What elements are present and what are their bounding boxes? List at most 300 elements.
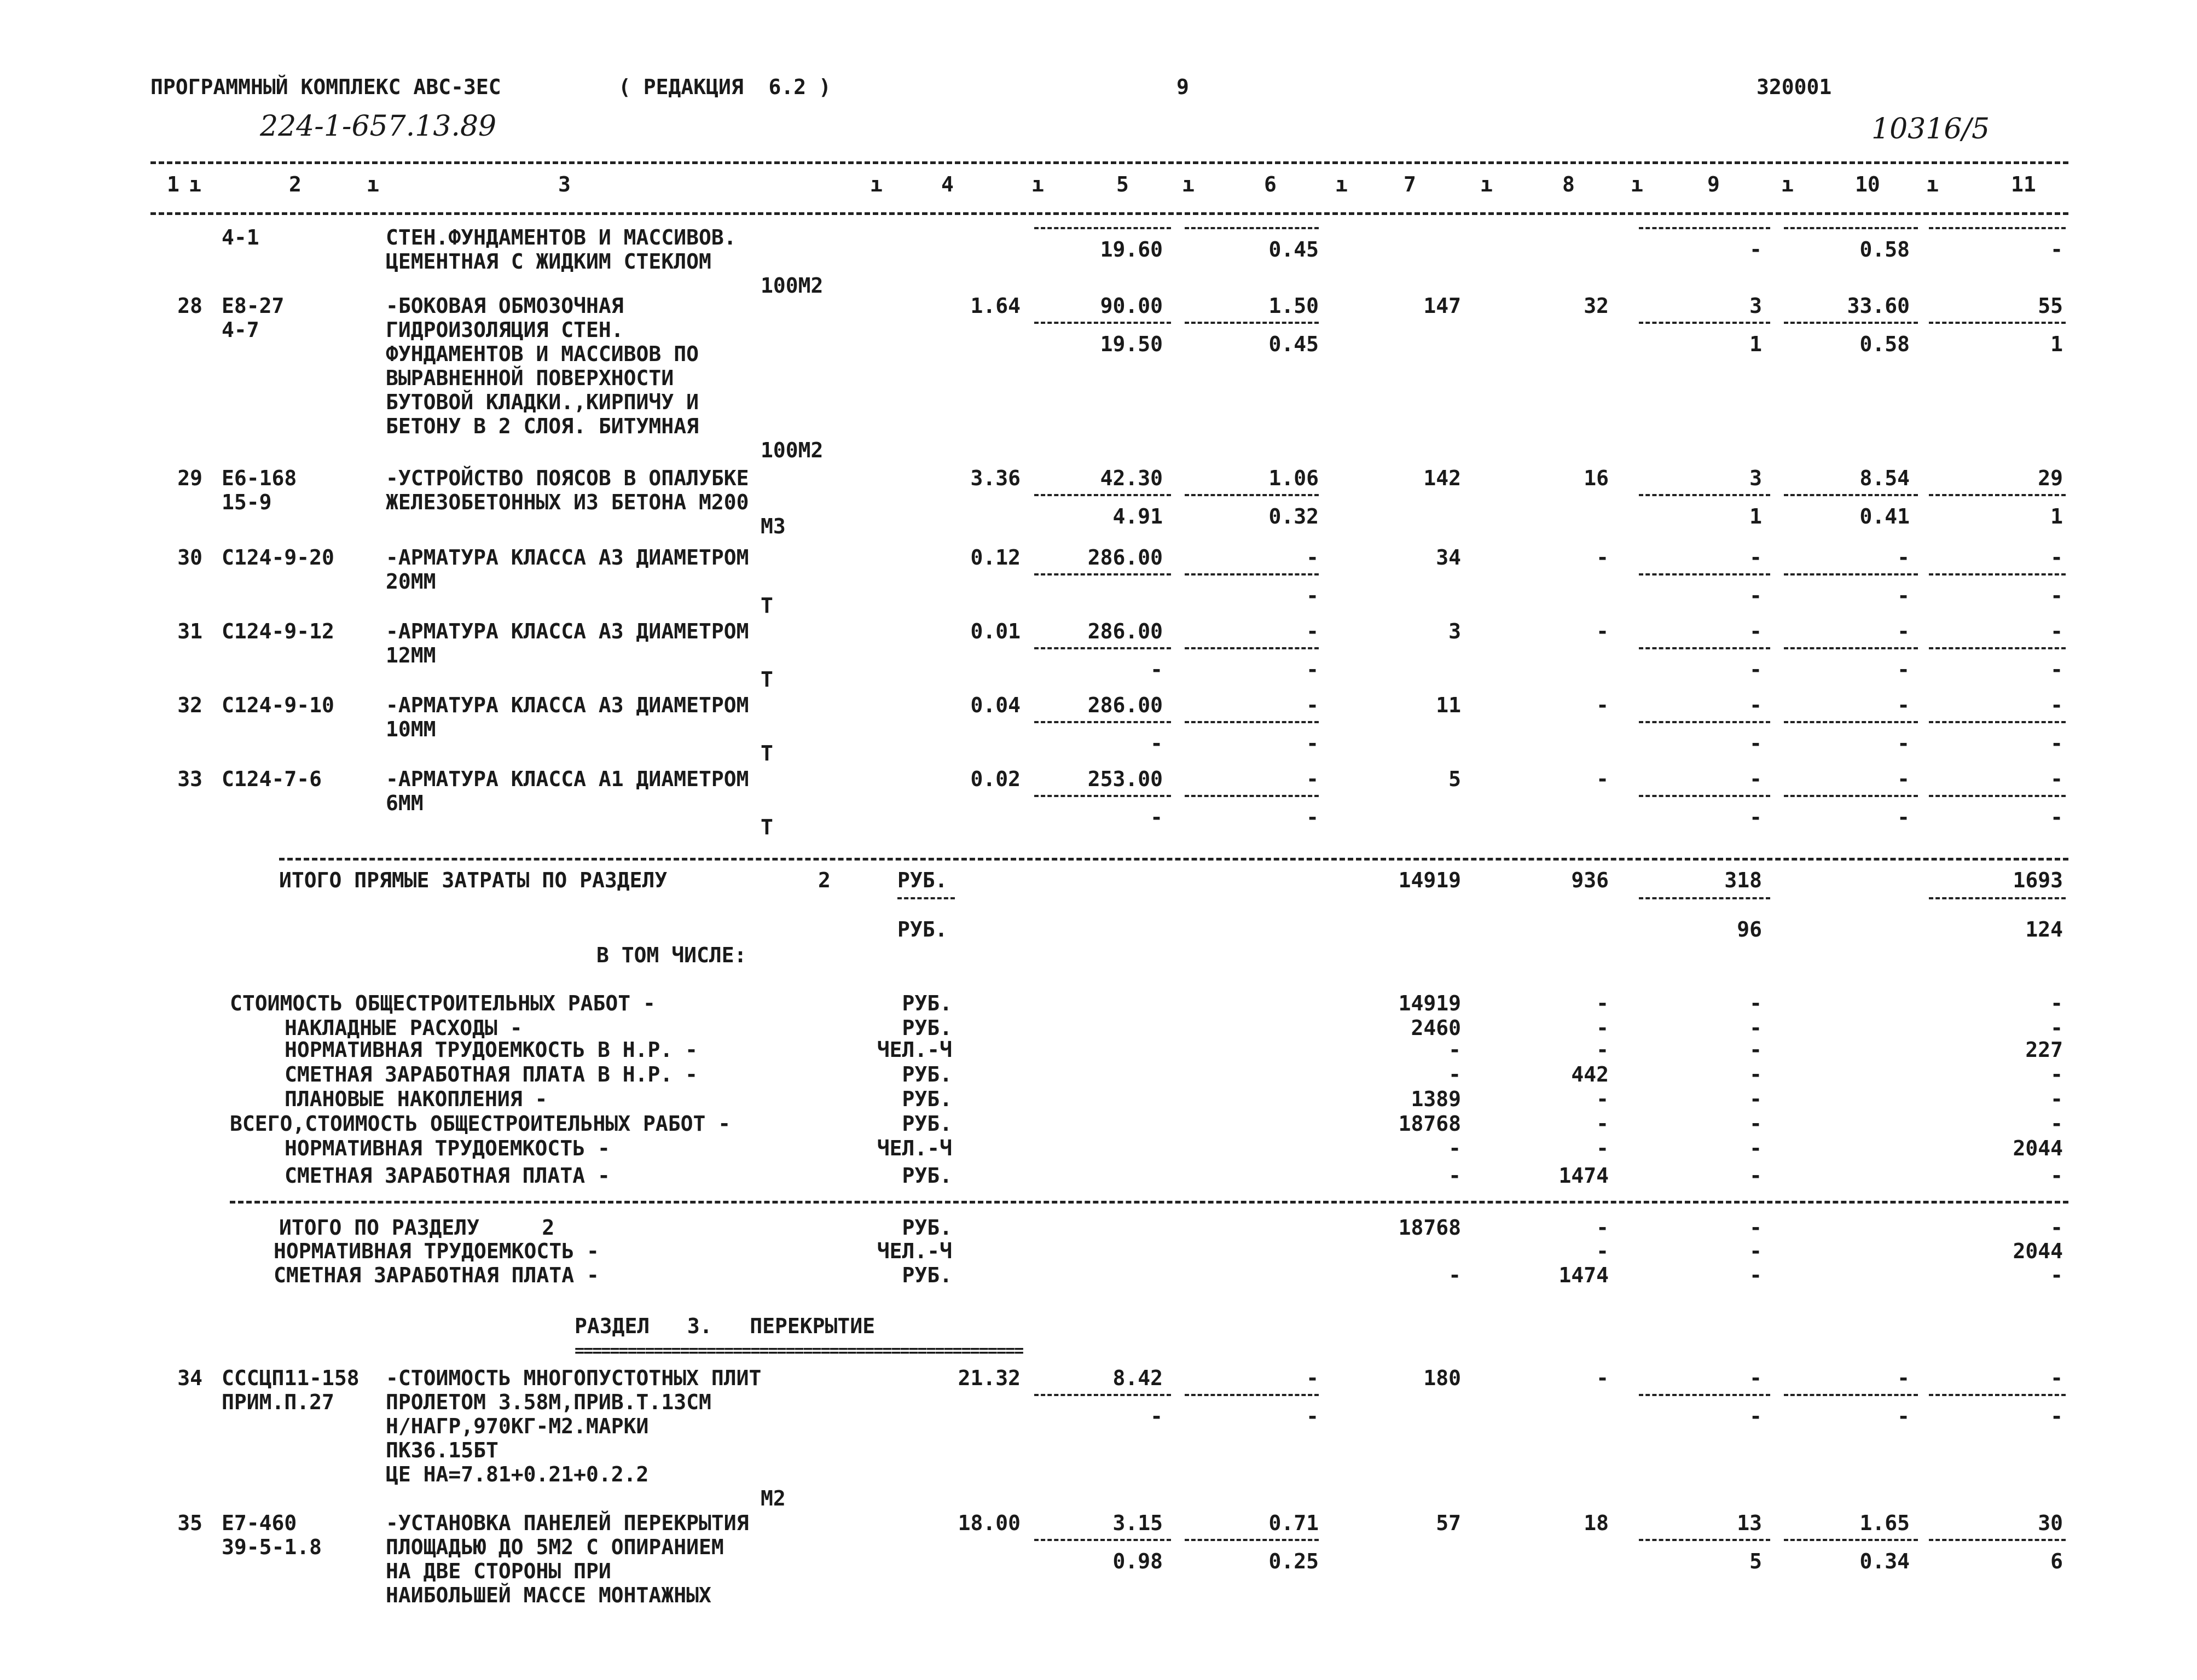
cell-divider-c9 [1639, 227, 1770, 229]
page-number: 9 [1176, 75, 1189, 99]
cell-divider-c11 [1929, 647, 2066, 649]
column-separator: ı [367, 172, 379, 196]
row-description: -УСТАНОВКА ПАНЕЛЕЙ ПЕРЕКРЫТИЯ [386, 1511, 749, 1535]
row-unit: Т [761, 741, 773, 765]
cell-divider-c11 [1929, 494, 2066, 496]
summary-c11: - [2050, 1164, 2063, 1188]
summary-c11: - [2050, 1062, 2063, 1086]
cell-divider-c10 [1784, 227, 1918, 229]
summary-c9: - [1749, 1136, 1762, 1160]
column-header-8: 8 [1562, 172, 1575, 196]
column-separator: ı [1335, 172, 1348, 196]
cell-c9: 13 [1737, 1511, 1762, 1535]
column-header-4: 4 [941, 172, 954, 196]
cell-c7: 3 [1448, 619, 1461, 643]
cell-c6: - [1306, 619, 1319, 643]
cell-c5: 42.30 [1100, 466, 1163, 490]
cell-divider-c9 [1639, 1394, 1770, 1396]
direct-costs-section: 2 [818, 868, 831, 892]
cell-c6-lower: - [1306, 731, 1319, 755]
cell-divider-c11 [1929, 573, 2066, 575]
row-description: ГИДРОИЗОЛЯЦИЯ СТЕН. [386, 318, 624, 342]
cell-divider-c5 [1034, 1539, 1171, 1541]
cell-divider-c11 [1929, 1539, 2066, 1541]
cell-c11: 29 [2038, 466, 2063, 490]
cell-c4: 0.01 [970, 619, 1021, 643]
cell-divider-c10 [1784, 1394, 1918, 1396]
cell-divider-c11 [1929, 795, 2066, 797]
cell-c9-lower: - [1749, 584, 1762, 608]
cell-divider-c6 [1185, 1539, 1319, 1541]
column-header-6: 6 [1264, 172, 1277, 196]
cell-c9-lower: 1 [1749, 504, 1762, 528]
section-total-c9: - [1749, 1263, 1762, 1287]
section-total-c11: - [2050, 1216, 2063, 1240]
handwritten-sheet-number: 10316/5 [1871, 113, 1990, 146]
row-code: 39-5-1.8 [222, 1535, 322, 1559]
summary-c9: - [1749, 1062, 1762, 1086]
column-separator: ı [1926, 172, 1939, 196]
cell-c5-lower: - [1150, 731, 1163, 755]
cell-divider-c6 [1185, 647, 1319, 649]
row-description: ЖЕЛЕЗОБЕТОННЫХ ИЗ БЕТОНА М200 [386, 490, 749, 514]
column-header-5: 5 [1116, 172, 1129, 196]
row-code: С124-9-20 [222, 545, 334, 569]
cell-c10: - [1897, 767, 1910, 791]
summary-c9: - [1749, 1087, 1762, 1111]
summary-c9: - [1749, 1164, 1762, 1188]
cell-c6-lower: - [1306, 658, 1319, 682]
handwritten-project-number: 224-1-657.13.89 [260, 110, 497, 143]
section-total-unit: РУБ. [902, 1216, 952, 1240]
row-number: 28 [177, 294, 202, 318]
direct-costs-unit: РУБ. [897, 868, 948, 892]
cell-c7: 11 [1436, 693, 1461, 717]
row-code: 4-1 [222, 225, 259, 249]
cell-c11: 30 [2038, 1511, 2063, 1535]
cell-divider-c10 [1784, 721, 1918, 723]
summary-label: ПЛАНОВЫЕ НАКОПЛЕНИЯ - [285, 1087, 548, 1111]
summary-c9: - [1749, 991, 1762, 1015]
row-number: 34 [177, 1366, 202, 1390]
cell-c7: 142 [1423, 466, 1461, 490]
header-rule-bottom [150, 212, 2068, 215]
summary-c11: - [2050, 1087, 2063, 1111]
cell-c4: 0.12 [970, 545, 1021, 569]
row-description: ПРОЛЕТОМ 3.58М,ПРИВ.Т.13СМ [386, 1390, 711, 1414]
cell-c9-lower: - [1749, 1404, 1762, 1428]
column-separator: ı [1480, 172, 1493, 196]
program-name: ПРОГРАММНЫЙ КОМПЛЕКС АВС-ЗЕС [150, 75, 501, 99]
cell-c5: 286.00 [1087, 545, 1163, 569]
cell-divider-c9 [1639, 647, 1770, 649]
cell-c11: - [2050, 1366, 2063, 1390]
row-unit: Т [761, 815, 773, 839]
cell-divider-c9 [1639, 573, 1770, 575]
row-description: ВЫРАВНЕННОЙ ПОВЕРХНОСТИ [386, 366, 674, 390]
cell-c8: - [1596, 1366, 1609, 1390]
cell-c5: 3.15 [1112, 1511, 1163, 1535]
summary-c8: - [1596, 1016, 1609, 1040]
cell-c6-lower: 0.45 [1268, 237, 1319, 261]
direct-c11-lower: 124 [2025, 917, 2063, 941]
cell-divider-c10 [1784, 322, 1918, 324]
cell-c5-lower: 19.60 [1100, 237, 1163, 261]
column-header-1: 1 [167, 172, 179, 196]
cell-c10-lower: - [1897, 731, 1910, 755]
summary-c11: - [2050, 1112, 2063, 1136]
summary-unit: РУБ. [902, 1164, 952, 1188]
section-total-c8: - [1596, 1216, 1609, 1240]
cell-divider-c5 [1034, 647, 1171, 649]
cell-c6-lower: 0.32 [1268, 504, 1319, 528]
summary-label: СМЕТНАЯ ЗАРАБОТНАЯ ПЛАТА - [285, 1164, 610, 1188]
direct-costs-unit-2: РУБ. [897, 917, 948, 941]
section-total-c7: - [1448, 1263, 1461, 1287]
row-description: ПЛОЩАДЬЮ ДО 5М2 С ОПИРАНИЕМ [386, 1535, 724, 1559]
summary-c7: 1389 [1411, 1087, 1461, 1111]
cell-c6-lower: - [1306, 805, 1319, 829]
cell-c11: - [2050, 767, 2063, 791]
row-code: Е6-168 [222, 466, 297, 490]
cell-c5-lower: - [1150, 805, 1163, 829]
cell-c5-lower: - [1150, 1404, 1163, 1428]
cell-c10-lower: 0.41 [1859, 504, 1910, 528]
row-description: НА ДВЕ СТОРОНЫ ПРИ [386, 1559, 611, 1583]
row-description: ЦЕ НА=7.81+0.21+0.2.2 [386, 1462, 649, 1486]
column-separator: ı [1781, 172, 1794, 196]
including-label: В ТОМ ЧИСЛЕ: [596, 943, 747, 967]
summary-c11: - [2050, 1016, 2063, 1040]
column-header-11: 11 [2011, 172, 2036, 196]
row-description: -БОКОВАЯ ОБМОЗОЧНАЯ [386, 294, 624, 318]
cell-c10-lower: - [1897, 584, 1910, 608]
row-unit: 100М2 [761, 274, 824, 298]
cell-c10: - [1897, 1366, 1910, 1390]
section-rule [279, 858, 2068, 861]
column-separator: ı [1031, 172, 1044, 196]
row-description: Н/НАГР,970КГ-М2.МАРКИ [386, 1414, 649, 1438]
cell-c11: - [2050, 693, 2063, 717]
column-separator: ı [870, 172, 883, 196]
cell-c4: 1.64 [970, 294, 1021, 318]
row-description: СТЕН.ФУНДАМЕНТОВ И МАССИВОВ. [386, 225, 737, 249]
section-total-c9: - [1749, 1216, 1762, 1240]
summary-c9: - [1749, 1112, 1762, 1136]
direct-costs-label: ИТОГО ПРЯМЫЕ ЗАТРАТЫ ПО РАЗДЕЛУ [279, 868, 668, 892]
cell-c8: 16 [1584, 466, 1609, 490]
cell-c6-lower: - [1306, 584, 1319, 608]
summary-c8: - [1596, 1136, 1609, 1160]
cell-divider-c10 [1784, 795, 1918, 797]
summary-c7: 14919 [1398, 991, 1461, 1015]
summary-c7: 2460 [1411, 1016, 1461, 1040]
direct-c9-lower: 96 [1737, 917, 1762, 941]
column-separator: ı [1631, 172, 1643, 196]
summary-unit: РУБ. [902, 1016, 952, 1040]
cell-divider-c10 [1784, 647, 1918, 649]
row-description: 10ММ [386, 717, 436, 741]
summary-c11: - [2050, 991, 2063, 1015]
cell-c10-lower: 0.34 [1859, 1549, 1910, 1573]
row-description: БУТОВОЙ КЛАДКИ.,КИРПИЧУ И [386, 390, 699, 414]
cell-divider-c6 [1185, 494, 1319, 496]
summary-c8: 1474 [1558, 1164, 1609, 1188]
section-3-title: РАЗДЕЛ 3. ПЕРЕКРЫТИЕ [575, 1314, 876, 1338]
section-total-unit: РУБ. [902, 1263, 952, 1287]
cell-c9: 3 [1749, 466, 1762, 490]
cell-c11-lower: - [2050, 1404, 2063, 1428]
section-total-label: НОРМАТИВНАЯ ТРУДОЕМКОСТЬ - [274, 1239, 599, 1263]
summary-unit: РУБ. [902, 991, 952, 1015]
summary-label: СМЕТНАЯ ЗАРАБОТНАЯ ПЛАТА В Н.Р. - [285, 1062, 698, 1086]
cell-divider-c11 [1929, 227, 2066, 229]
cell-c5: 286.00 [1087, 693, 1163, 717]
cell-c6-lower: - [1306, 1404, 1319, 1428]
cell-c10: - [1897, 545, 1910, 569]
summary-c8: - [1596, 991, 1609, 1015]
cell-c9-lower: - [1749, 658, 1762, 682]
cell-c9: - [1749, 767, 1762, 791]
summary-c7: - [1448, 1038, 1461, 1062]
summary-unit: РУБ. [902, 1112, 952, 1136]
cell-c7: 34 [1436, 545, 1461, 569]
cell-c10: - [1897, 693, 1910, 717]
cell-divider-c10 [1784, 573, 1918, 575]
cell-c11: - [2050, 545, 2063, 569]
section-total-c9: - [1749, 1239, 1762, 1263]
cell-c4: 0.04 [970, 693, 1021, 717]
summary-unit: РУБ. [902, 1062, 952, 1086]
cell-c10-lower: 0.58 [1859, 237, 1910, 261]
direct-divider-unit [897, 897, 955, 899]
row-description: 20ММ [386, 569, 436, 594]
direct-c7: 14919 [1398, 868, 1461, 892]
summary-unit: ЧЕЛ.-Ч [877, 1038, 952, 1062]
summary-label: НОРМАТИВНАЯ ТРУДОЕМКОСТЬ В Н.Р. - [285, 1038, 698, 1062]
cell-divider-c9 [1639, 494, 1770, 496]
direct-c9: 318 [1724, 868, 1762, 892]
cell-c8: - [1596, 619, 1609, 643]
cell-divider-c11 [1929, 721, 2066, 723]
column-separator: ı [189, 172, 201, 196]
summary-c8: - [1596, 1087, 1609, 1111]
cell-c5-lower: 19.50 [1100, 332, 1163, 356]
row-description: ПК36.15БТ [386, 1438, 498, 1462]
cell-c8: - [1596, 693, 1609, 717]
cell-c10-lower: - [1897, 805, 1910, 829]
cell-c7: 57 [1436, 1511, 1461, 1535]
direct-c8: 936 [1571, 868, 1609, 892]
section-total-c8: - [1596, 1239, 1609, 1263]
column-header-10: 10 [1855, 172, 1880, 196]
summary-label: СТОИМОСТЬ ОБЩЕСТРОИТЕЛЬНЫХ РАБОТ - [230, 991, 656, 1015]
cell-divider-c5 [1034, 494, 1171, 496]
summary-c7: 18768 [1398, 1112, 1461, 1136]
column-header-2: 2 [289, 172, 302, 196]
summary-c7: - [1448, 1062, 1461, 1086]
cell-c6-lower: 0.45 [1268, 332, 1319, 356]
cell-divider-c5 [1034, 322, 1171, 324]
cell-c11-lower: - [2050, 584, 2063, 608]
cell-c11-lower: - [2050, 658, 2063, 682]
cell-c4: 21.32 [958, 1366, 1021, 1390]
cell-c10: 1.65 [1859, 1511, 1910, 1535]
cell-divider-c6 [1185, 573, 1319, 575]
row-description: -АРМАТУРА КЛАССА А1 ДИАМЕТРОМ [386, 767, 749, 791]
row-unit: 100М2 [761, 438, 824, 462]
cell-c10: - [1897, 619, 1910, 643]
cell-divider-c9 [1639, 795, 1770, 797]
document-code: 320001 [1757, 75, 1832, 99]
cell-c10-lower: 0.58 [1859, 332, 1910, 356]
row-unit: М2 [761, 1486, 786, 1510]
summary-label: ВСЕГО,СТОИМОСТЬ ОБЩЕСТРОИТЕЛЬНЫХ РАБОТ - [230, 1112, 731, 1136]
summary-label: НОРМАТИВНАЯ ТРУДОЕМКОСТЬ - [285, 1136, 610, 1160]
cell-c6: - [1306, 767, 1319, 791]
cell-c9-lower: 1 [1749, 332, 1762, 356]
section-total-c11: 2044 [2013, 1239, 2063, 1263]
section-total-c8: 1474 [1558, 1263, 1609, 1287]
cell-c5-lower: 4.91 [1112, 504, 1163, 528]
cell-divider-c5 [1034, 795, 1171, 797]
cell-c7: 5 [1448, 767, 1461, 791]
header-rule-top [150, 161, 2068, 164]
cell-c6: 0.71 [1268, 1511, 1319, 1535]
row-code: С124-9-10 [222, 693, 334, 717]
summary-label: НАКЛАДНЫЕ РАСХОДЫ - [285, 1016, 523, 1040]
cell-c7: 147 [1423, 294, 1461, 318]
cell-divider-c5 [1034, 227, 1171, 229]
cell-divider-c5 [1034, 1394, 1171, 1396]
cell-divider-c11 [1929, 1394, 2066, 1396]
cell-c8: 32 [1584, 294, 1609, 318]
row-number: 35 [177, 1511, 202, 1535]
cell-c5: 286.00 [1087, 619, 1163, 643]
direct-divider-c11 [1929, 897, 2066, 899]
cell-divider-c9 [1639, 322, 1770, 324]
section-total-label: СМЕТНАЯ ЗАРАБОТНАЯ ПЛАТА - [274, 1263, 599, 1287]
row-unit: Т [761, 667, 773, 691]
cell-c11-lower: - [2050, 731, 2063, 755]
cell-c10-lower: - [1897, 1404, 1910, 1428]
row-number: 31 [177, 619, 202, 643]
section-total-c7: 18768 [1398, 1216, 1461, 1240]
row-description: -АРМАТУРА КЛАССА А3 ДИАМЕТРОМ [386, 545, 749, 569]
cell-divider-c9 [1639, 1539, 1770, 1541]
row-unit: Т [761, 594, 773, 618]
cell-c4: 3.36 [970, 466, 1021, 490]
cell-c9: - [1749, 693, 1762, 717]
cell-c7: 180 [1423, 1366, 1461, 1390]
column-separator: ı [1182, 172, 1195, 196]
summary-c8: - [1596, 1112, 1609, 1136]
row-number: 30 [177, 545, 202, 569]
cell-c9: 3 [1749, 294, 1762, 318]
cell-c6-lower: 0.25 [1268, 1549, 1319, 1573]
cell-c9-lower: 5 [1749, 1549, 1762, 1573]
row-code: Е7-460 [222, 1511, 297, 1535]
cell-c10: 33.60 [1847, 294, 1910, 318]
cell-divider-c6 [1185, 1394, 1319, 1396]
summary-c11: 227 [2025, 1038, 2063, 1062]
summary-c8: 442 [1571, 1062, 1609, 1086]
row-code: 4-7 [222, 318, 259, 342]
row-number: 33 [177, 767, 202, 791]
summary-c7: - [1448, 1136, 1461, 1160]
summary-c11: 2044 [2013, 1136, 2063, 1160]
summary-c9: - [1749, 1038, 1762, 1062]
row-description: НАИБОЛЬШЕЙ МАССЕ МОНТАЖНЫХ [386, 1583, 711, 1607]
cell-c6: 1.50 [1268, 294, 1319, 318]
cell-c6: - [1306, 545, 1319, 569]
row-description: 6ММ [386, 791, 424, 815]
cell-c5: 253.00 [1087, 767, 1163, 791]
cell-divider-c6 [1185, 795, 1319, 797]
cell-c6: - [1306, 693, 1319, 717]
row-description: -СТОИМОСТЬ МНОГОПУСТОТНЫХ ПЛИТ [386, 1366, 762, 1390]
cell-divider-c5 [1034, 573, 1171, 575]
cell-c5: 90.00 [1100, 294, 1163, 318]
column-header-9: 9 [1707, 172, 1720, 196]
cell-c9-lower: - [1749, 237, 1762, 261]
cell-c4: 18.00 [958, 1511, 1021, 1535]
summary-c9: - [1749, 1016, 1762, 1040]
cell-divider-c6 [1185, 322, 1319, 324]
cell-c10: 8.54 [1859, 466, 1910, 490]
row-description: -УСТРОЙСТВО ПОЯСОВ В ОПАЛУБКЕ [386, 466, 749, 490]
cell-c9-lower: - [1749, 731, 1762, 755]
row-code: С124-7-6 [222, 767, 322, 791]
summary-unit: ЧЕЛ.-Ч [877, 1136, 952, 1160]
row-description: 12ММ [386, 643, 436, 667]
cell-divider-c5 [1034, 721, 1171, 723]
row-description: -АРМАТУРА КЛАССА А3 ДИАМЕТРОМ [386, 693, 749, 717]
cell-c5: 8.42 [1112, 1366, 1163, 1390]
edition: ( РЕДАКЦИЯ 6.2 ) [618, 75, 831, 99]
row-code: С124-9-12 [222, 619, 334, 643]
cell-c11-lower: - [2050, 237, 2063, 261]
cell-c10-lower: - [1897, 658, 1910, 682]
summary-unit: РУБ. [902, 1087, 952, 1111]
summary-c8: - [1596, 1038, 1609, 1062]
cell-c9: - [1749, 545, 1762, 569]
column-header-7: 7 [1404, 172, 1416, 196]
row-description: -АРМАТУРА КЛАССА А3 ДИАМЕТРОМ [386, 619, 749, 643]
cell-c8: 18 [1584, 1511, 1609, 1535]
cell-c11-lower: 1 [2050, 332, 2063, 356]
section-total-unit: ЧЕЛ.-Ч [877, 1239, 952, 1263]
section-total-label: ИТОГО ПО РАЗДЕЛУ 2 [279, 1216, 555, 1240]
cell-c9: - [1749, 619, 1762, 643]
row-code: Е8-27 [222, 294, 285, 318]
section-3-underline: =================================================== [575, 1341, 1023, 1361]
cell-divider-c11 [1929, 322, 2066, 324]
summary-c7: - [1448, 1164, 1461, 1188]
section-total-c11: - [2050, 1263, 2063, 1287]
row-code: СССЦП11-158 [222, 1366, 360, 1390]
row-unit: М3 [761, 514, 786, 538]
row-description: ЦЕМЕНТНАЯ С ЖИДКИМ СТЕКЛОМ [386, 249, 711, 274]
cell-c9-lower: - [1749, 805, 1762, 829]
cell-c11-lower: 6 [2050, 1549, 2063, 1573]
cell-c4: 0.02 [970, 767, 1021, 791]
direct-c11: 1693 [2013, 868, 2063, 892]
cell-c11: 55 [2038, 294, 2063, 318]
cell-c11-lower: - [2050, 805, 2063, 829]
cell-c11-lower: 1 [2050, 504, 2063, 528]
cell-c6: 1.06 [1268, 466, 1319, 490]
